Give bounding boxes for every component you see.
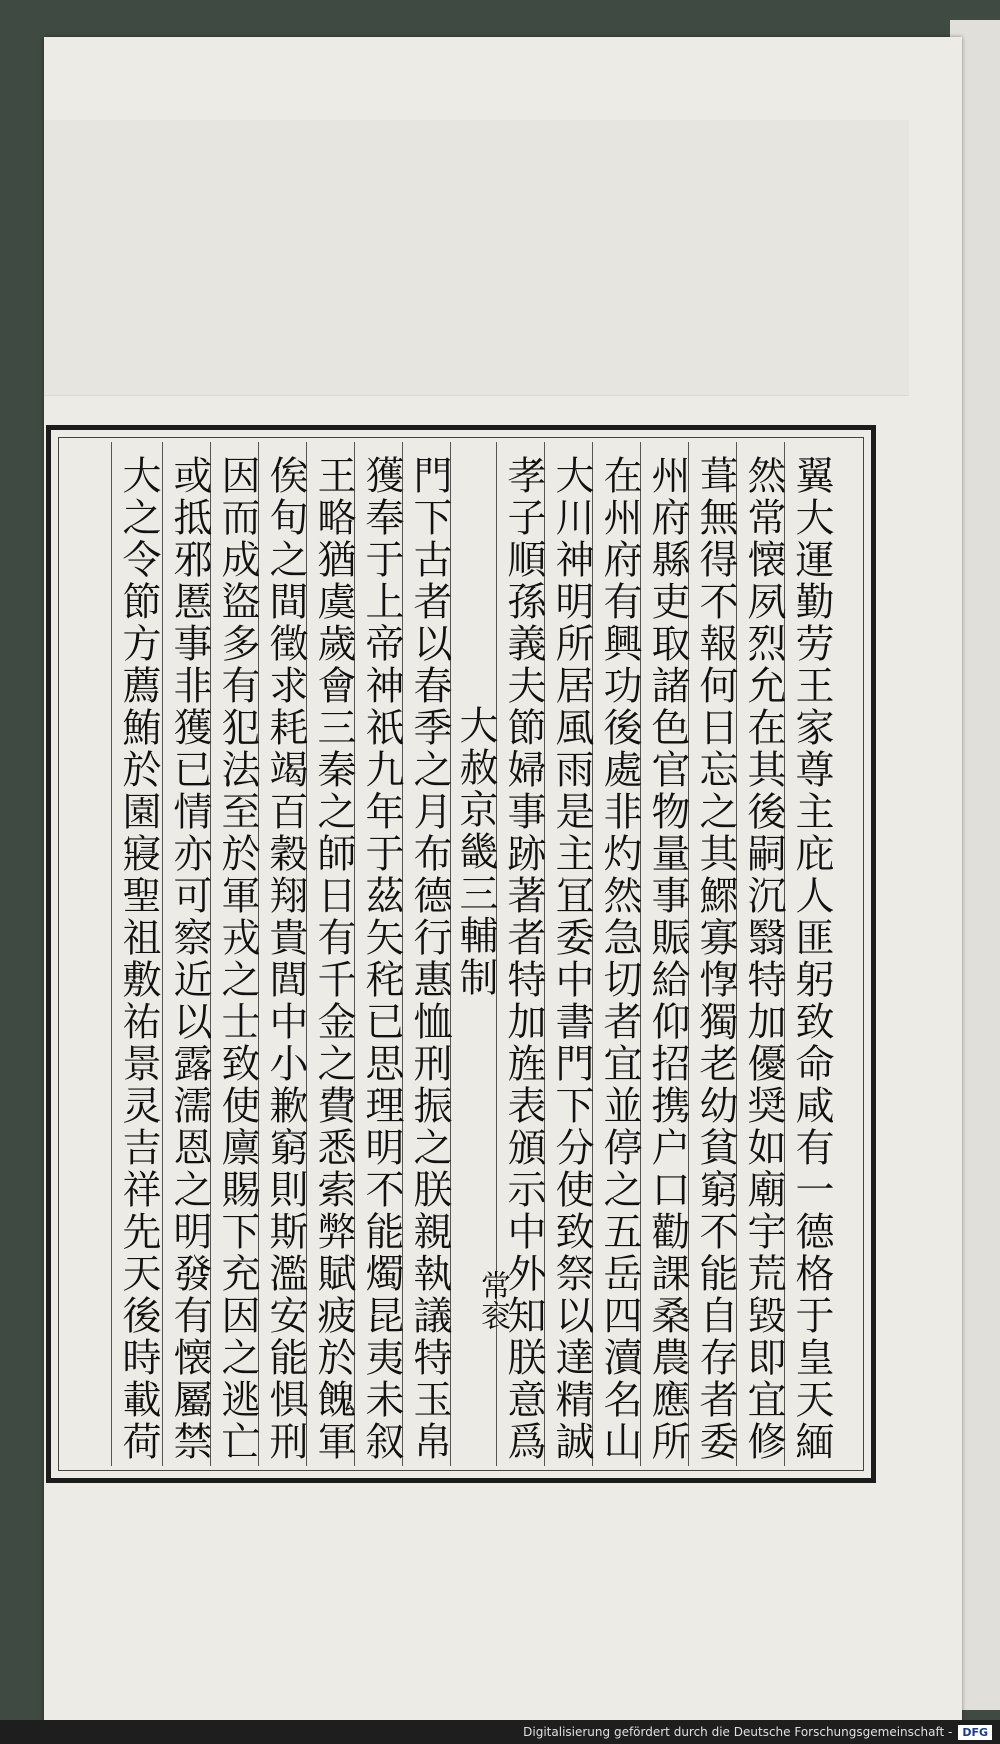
text-column: 州府縣吏取諸色官物量事賑給仰招携户口勸課桑農應所 — [645, 455, 690, 1463]
text-column: 王略猶虞歲會三秦之師日有千金之費悉索弊賦疲於餽軍 — [311, 455, 356, 1463]
section-title: 大赦京畿三輔制 — [453, 705, 498, 999]
text-column: 然常懐夙烈允在其後嗣沉翳特加優奨如廟宇荒毀即宜修 — [741, 455, 786, 1463]
text-column: 或抵邪慝事非獲已情亦可察近以露濡恩之明發有懐屬禁 — [167, 455, 212, 1463]
text-column: 俟旬之間徵求耗竭百穀翔貴閭中小歉窮則斯濫安能惧刑 — [263, 455, 308, 1463]
text-column: 獲奉于上帝神祇九年于茲矢秺已思理明不能燭昆夷未叙 — [359, 455, 404, 1463]
text-column: 因而成盜多有犯法至於軍戎之士致使廪賜下充因之逃亡 — [215, 455, 260, 1463]
dfg-logo: DFG — [958, 1725, 992, 1740]
column-rule — [111, 442, 112, 1466]
text-column: 翼大運勤劳王家尊主庇人匪躬致命咸有一德格于皇天緬 — [789, 455, 834, 1463]
column-rule — [162, 442, 163, 1466]
text-column: 門下古者以春季之月布德行惠恤刑振之朕親執議特玉帛 — [407, 455, 452, 1463]
author-note: 常衮 — [475, 1270, 510, 1330]
text-frame — [46, 425, 876, 1483]
text-column: 大川神明所居風雨是主冝委中書門下分使致祭以達精誠 — [549, 455, 594, 1463]
paper-flap — [44, 120, 909, 396]
text-column: 在州府有興功後處非灼然急切者宜並停之五岳四瀆名山 — [597, 455, 642, 1463]
digitization-footer — [0, 1720, 1000, 1744]
text-column: 葺無得不報何日忘之其鰥寡惸獨老幼貧窮不能自存者委 — [693, 455, 738, 1463]
text-column: 大之令節方薦鮪於園寢聖祖敷祐景灵吉祥先天後時載荷 — [116, 455, 161, 1463]
text-column: 孝子順孫義夫節婦事跡著者特加旌表頒示中外知朕意爲 — [501, 455, 546, 1463]
footer-credit: Digitalisierung gefördert durch die Deutsche Forschungsgemeinschaft - — [523, 1725, 953, 1739]
